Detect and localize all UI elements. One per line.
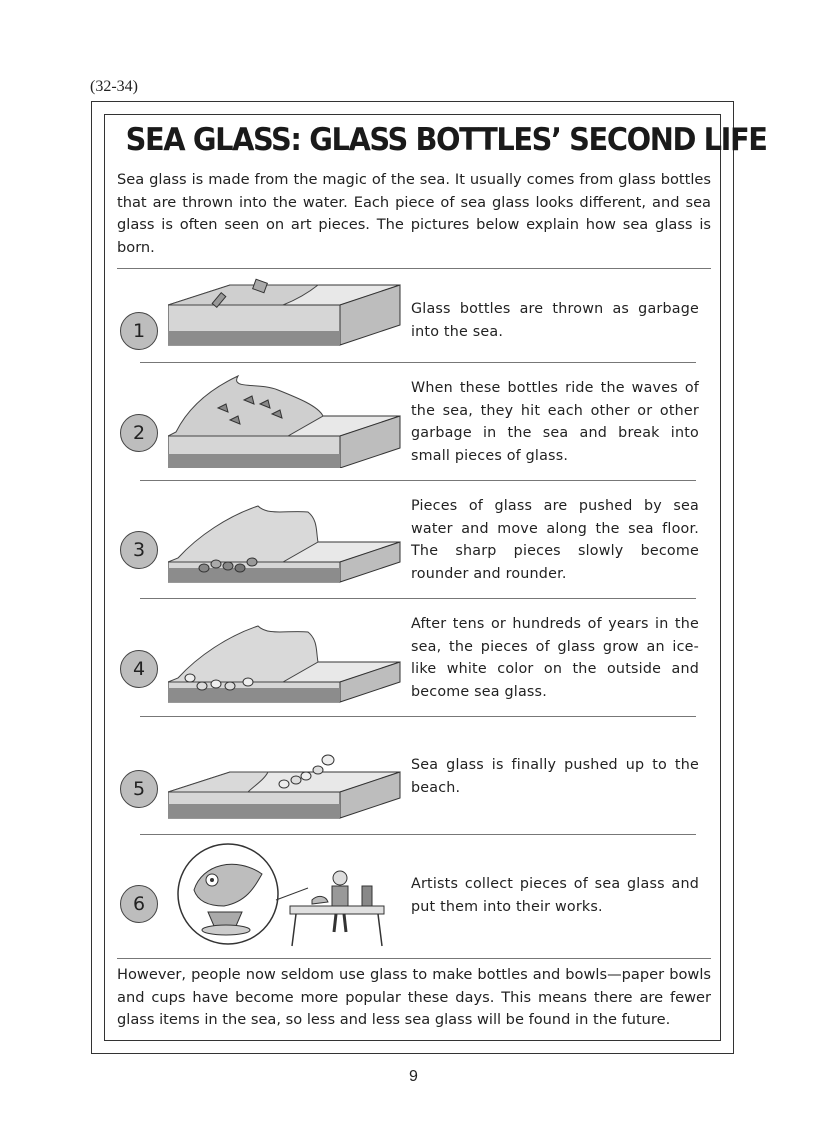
divider — [117, 268, 711, 269]
step-number-1: 1 — [120, 312, 158, 350]
divider — [140, 834, 696, 835]
page-title: SEA GLASS: GLASS BOTTLES’ SECOND LIFE — [125, 122, 767, 158]
question-range: (32-34) — [90, 78, 138, 95]
step-number-6: 6 — [120, 885, 158, 923]
step-text-4: After tens or hundreds of years in the sea, the pieces of glass grow an ice-like white color on the outside and become sea glass. — [411, 616, 699, 700]
step-number-2: 2 — [120, 414, 158, 452]
step-number-5: 5 — [120, 770, 158, 808]
step-text-3: Pieces of glass are pushed by sea water and move along the sea floor. The sharp pieces slowly become rounder and rounder. — [411, 498, 699, 582]
step-number-3: 3 — [120, 531, 158, 569]
page-number: 9 — [409, 1068, 418, 1085]
divider — [140, 716, 696, 717]
divider — [140, 362, 696, 363]
divider — [117, 958, 711, 959]
illustration-bottles-thrown — [168, 275, 408, 355]
illustration-glass-on-sea-floor — [168, 496, 408, 586]
intro-paragraph: Sea glass is made from the magic of the sea. It usually comes from glass bottles that are thrown into the water. Each piece of sea glass looks different, and sea glass is often seen on art pieces. The pictures below explain how sea glass is born. — [117, 171, 711, 256]
closing-paragraph: However, people now seldom use glass to make bottles and bowls—paper bowls and cups have become more popular these days. This means there are fewer glass items in the sea, so less and less sea glass will be found in the future. — [117, 966, 711, 1028]
divider — [140, 598, 696, 599]
illustration-artist-with-sea-glass-art — [176, 840, 396, 950]
step-text-6: Artists collect pieces of sea glass and put them into their works. — [411, 876, 699, 915]
step-number-4: 4 — [120, 650, 158, 688]
divider — [140, 480, 696, 481]
illustration-sea-glass-on-beach — [168, 742, 408, 822]
step-text-1: Glass bottles are thrown as garbage into the sea. — [411, 301, 699, 340]
step-text-5: Sea glass is finally pushed up to the beach. — [411, 757, 699, 796]
step-text-2: When these bottles ride the waves of the sea, they hit each other or other garbage in the sea and break into small pieces of glass. — [411, 380, 699, 464]
illustration-bottles-breaking — [168, 368, 408, 468]
illustration-glass-turning-white — [168, 616, 408, 706]
